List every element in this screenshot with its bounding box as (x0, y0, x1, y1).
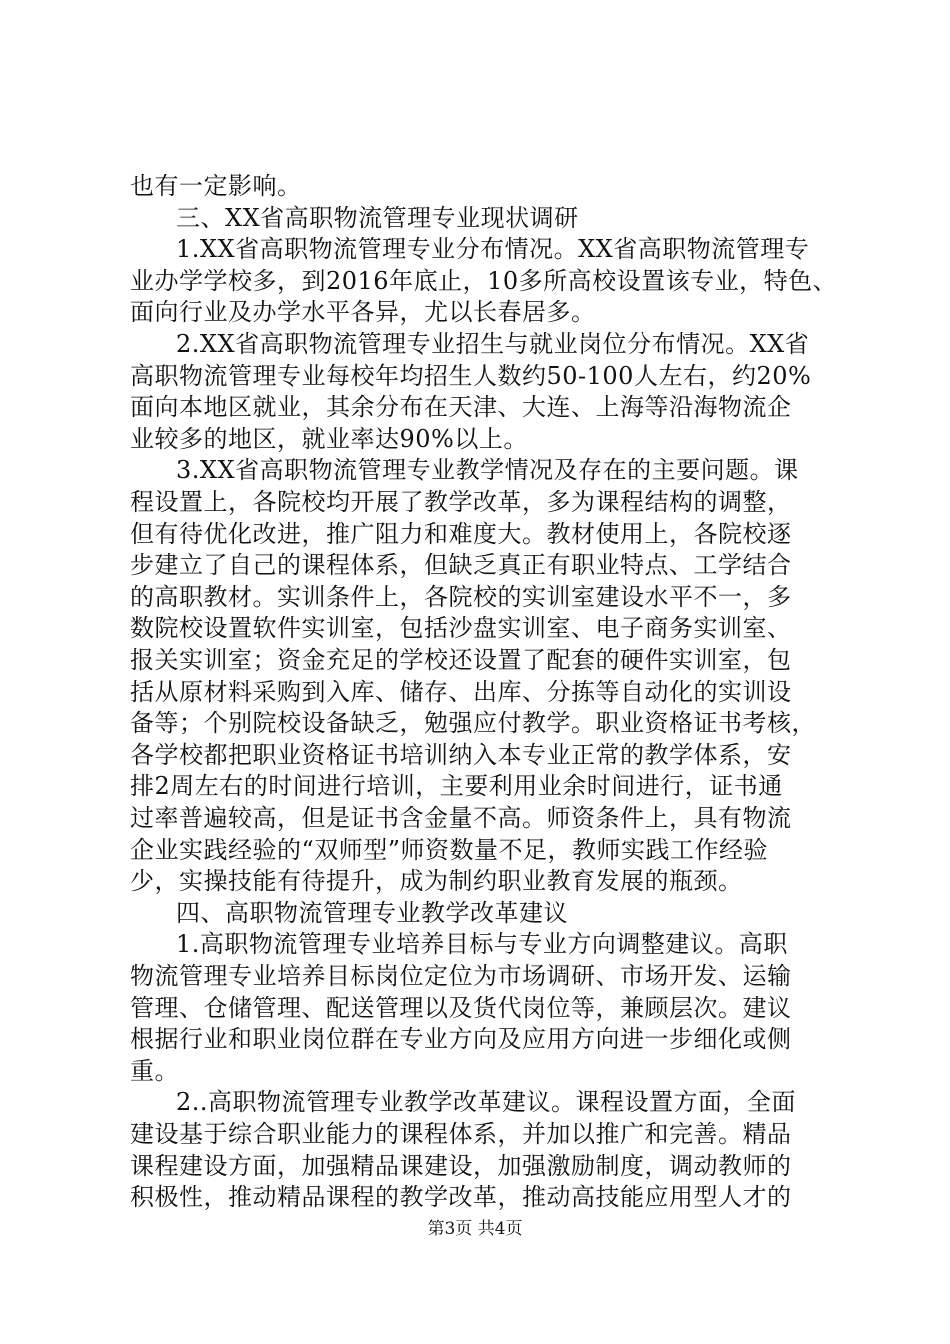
text-line: 各学校都把职业资格证书培训纳入本专业正常的教学体系，安 (130, 740, 792, 769)
text-line: 步建立了自己的课程体系，但缺乏真正有职业特点、工学结合 (130, 551, 792, 580)
text-line: 备等；个别院校设备缺乏，勉强应付教学。职业资格证书考核， (130, 709, 816, 738)
text-line: 物流管理专业培养目标岗位定位为市场调研、市场开发、运输 (130, 962, 792, 990)
text-line: 的高职教材。实训条件上，各院校的实训室建设水平不一，多 (130, 582, 792, 611)
page-number-footer: 第3页 共4页 (427, 1219, 523, 1239)
text-line: 积极性，推动精品课程的教学改革，推动高技能应用型人才的 (130, 1183, 792, 1212)
text-line: 根据行业和职业岗位群在专业方向及应用方向进一步细化或侧 (130, 1025, 792, 1054)
text-line: 也有一定影响。 (130, 172, 302, 200)
text-line: 重。 (130, 1056, 179, 1085)
text-line: 过率普遍较高，但是证书含金量不高。师资条件上，具有物流 (130, 804, 792, 832)
text-line: 业办学学校多，到2016年底止，10多所高校设置该专业，特色、 (130, 266, 838, 295)
text-line: 企业实践经验的“双师型”师资数量不足，教师实践工作经验 (130, 835, 769, 864)
text-line: 1.XX省高职物流管理专业分布情况。XX省高职物流管理专 (176, 235, 810, 264)
text-line: 3.XX省高职物流管理专业教学情况及存在的主要问题。课 (176, 456, 799, 485)
text-line: 程设置上，各院校均开展了教学改革，多为课程结构的调整， (130, 488, 792, 516)
text-line: 业较多的地区，就业率达90%以上。 (130, 424, 528, 453)
text-line: 括从原材料采购到入库、储存、出库、分拣等自动化的实训设 (130, 677, 792, 706)
text-line: 面向本地区就业，其余分布在天津、大连、上海等沿海物流企 (130, 393, 792, 422)
text-line: 高职物流管理专业每校年均招生人数约50-100人左右，约20% (130, 361, 812, 390)
text-line: 管理、仓储管理、配送管理以及货代岗位等，兼顾层次。建议 (130, 993, 792, 1022)
text-line: 2.XX省高职物流管理专业招生与就业岗位分布情况。XX省 (176, 330, 810, 358)
section-heading: 四、高职物流管理专业教学改革建议 (176, 898, 568, 927)
text-line: 2..高职物流管理专业教学改革建议。课程设置方面，全面 (176, 1088, 797, 1117)
text-line: 建设基于综合职业能力的课程体系，并加以推广和完善。精品 (130, 1120, 792, 1148)
text-line: 排2周左右的时间进行培训，主要利用业余时间进行，证书通 (130, 772, 783, 801)
text-line: 数院校设置软件实训室，包括沙盘实训室、电子商务实训室、 (130, 614, 792, 643)
text-line: 面向行业及办学水平各异，尤以长春居多。 (130, 298, 596, 327)
text-line: 1.高职物流管理专业培养目标与专业方向调整建议。高职 (176, 930, 788, 959)
text-line: 报关实训室；资金充足的学校还设置了配套的硬件实训室，包 (130, 646, 792, 674)
section-heading: 三、XX省高职物流管理专业现状调研 (176, 203, 579, 232)
text-line: 但有待优化改进，推广阻力和难度大。教材使用上，各院校逐 (130, 519, 792, 548)
text-line: 少，实操技能有待提升，成为制约职业教育发展的瓶颈。 (130, 867, 743, 896)
text-line: 课程建设方面，加强精品课建设，加强激励制度，调动教师的 (130, 1151, 792, 1180)
